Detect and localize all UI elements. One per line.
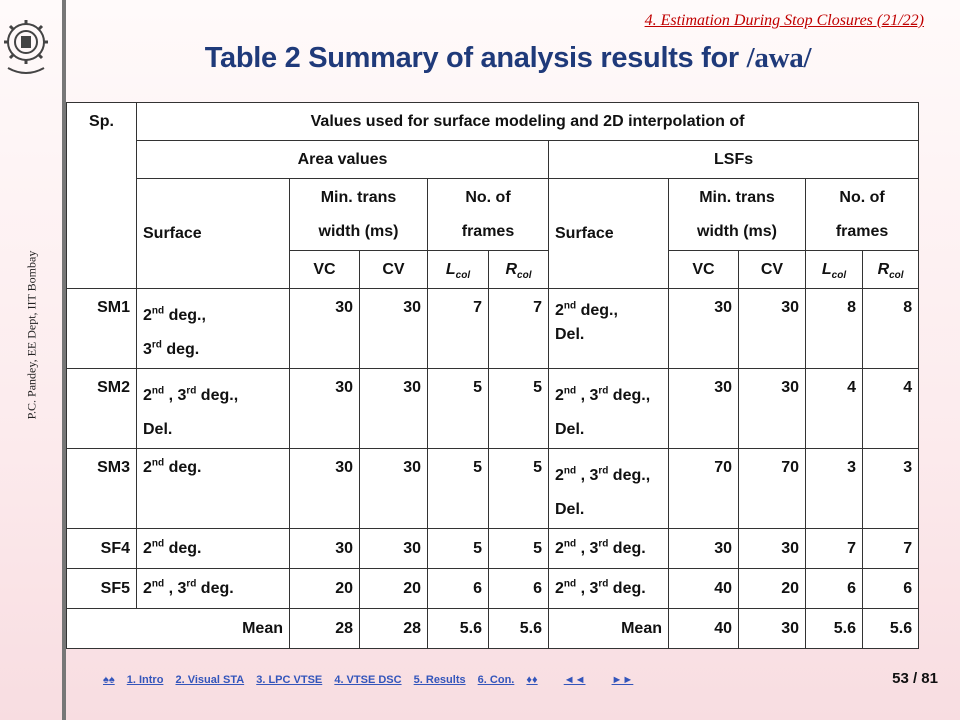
row-cv-b: 70 — [739, 449, 806, 529]
header-lcol-a: $L_{col}$ — [428, 251, 489, 289]
mean-rcol-b: 5.6 — [863, 609, 919, 649]
header-surface-b-cont — [549, 251, 669, 289]
nav-visual-sta-link[interactable]: 2. Visual STA — [175, 674, 245, 686]
row-vc-b: 30 — [669, 529, 739, 569]
header-min-trans-b: Min. trans width (ms) — [669, 179, 806, 251]
header-row-3 — [67, 179, 919, 251]
header-min-trans-a: Min. trans width (ms) — [290, 179, 428, 251]
row-cv-b: 30 — [739, 289, 806, 369]
nav-vtse-dsc-link[interactable]: 4. VTSE DSC — [334, 674, 402, 686]
table-row — [67, 369, 919, 449]
mean-lcol-a: 5.6 — [428, 609, 489, 649]
row-rcol-a: 6 — [489, 569, 549, 609]
header-area-values: Area values — [137, 141, 549, 179]
section-title-link[interactable]: 4. Estimation During Stop Closures (21/22) — [644, 12, 924, 29]
header-lsfs: LSFs — [549, 141, 919, 179]
row-cv-b: 30 — [739, 369, 806, 449]
nav-next-link[interactable]: ►► — [611, 674, 634, 686]
header-row-1 — [67, 103, 919, 141]
row-surface-b: 2nd , 3rd deg. — [549, 569, 669, 609]
header-rcol-b: $R_{col}$ — [863, 251, 919, 289]
mean-rcol-a: 5.6 — [489, 609, 549, 649]
header-cv-b: CV — [739, 251, 806, 289]
row-lcol-a: 7 — [428, 289, 489, 369]
header-surface-a-cont — [137, 251, 290, 289]
row-surface-b: 2nd , 3rd deg. — [549, 529, 669, 569]
row-cv-a: 30 — [360, 289, 428, 369]
nav-results-link[interactable]: 5. Results — [413, 674, 466, 686]
mean-vc-a: 28 — [290, 609, 360, 649]
row-vc-a: 30 — [290, 529, 360, 569]
row-surface-a: 2nd , 3rd deg., Del. — [137, 369, 290, 449]
row-surface-a: 2nd , 3rd deg. — [137, 569, 290, 609]
header-no-of-frames-a: No. of frames — [428, 179, 549, 251]
row-vc-a: 20 — [290, 569, 360, 609]
row-surface-b: 2nd , 3rd deg., Del. — [549, 449, 669, 529]
row-surface-a: 2nd deg. — [137, 449, 290, 529]
row-rcol-a: 5 — [489, 369, 549, 449]
header-rcol-a: $R_{col}$ — [489, 251, 549, 289]
row-speaker: SF5 — [67, 569, 137, 609]
row-lcol-a: 6 — [428, 569, 489, 609]
header-row-2 — [67, 141, 919, 179]
header-sp-cont — [67, 179, 137, 251]
row-lcol-b: 8 — [806, 289, 863, 369]
nav-con-link[interactable]: 6. Con. — [477, 674, 515, 686]
row-vc-a: 30 — [290, 449, 360, 529]
title-phoneme: /awa/ — [746, 42, 812, 74]
table-row — [67, 289, 919, 369]
row-cv-b: 20 — [739, 569, 806, 609]
mean-cv-b: 30 — [739, 609, 806, 649]
header-sp-cont — [67, 141, 137, 179]
row-rcol-a: 5 — [489, 449, 549, 529]
row-lcol-b: 4 — [806, 369, 863, 449]
row-lcol-b: 3 — [806, 449, 863, 529]
mean-vc-b: 40 — [669, 609, 739, 649]
author-vertical-label: P.C. Pandey, EE Dept, IIT Bombay — [24, 250, 39, 420]
row-speaker: SM1 — [67, 289, 137, 369]
row-lcol-a: 5 — [428, 449, 489, 529]
row-rcol-b: 3 — [863, 449, 919, 529]
row-lcol-b: 7 — [806, 529, 863, 569]
row-lcol-a: 5 — [428, 529, 489, 569]
header-surface-a: Surface — [137, 179, 290, 251]
nav-last-link[interactable]: ♦♦ — [526, 674, 538, 686]
table-row — [67, 449, 919, 529]
row-vc-b: 30 — [669, 289, 739, 369]
summary-table — [66, 102, 919, 649]
row-rcol-b: 4 — [863, 369, 919, 449]
header-vc-a: VC — [290, 251, 360, 289]
header-vc-b: VC — [669, 251, 739, 289]
row-vc-a: 30 — [290, 369, 360, 449]
header-lcol-b: $L_{col}$ — [806, 251, 863, 289]
row-cv-a: 30 — [360, 449, 428, 529]
row-speaker: SM2 — [67, 369, 137, 449]
row-cv-a: 30 — [360, 369, 428, 449]
row-rcol-a: 5 — [489, 529, 549, 569]
row-lcol-b: 6 — [806, 569, 863, 609]
row-vc-a: 30 — [290, 289, 360, 369]
row-vc-b: 30 — [669, 369, 739, 449]
nav-lpc-vtse-link[interactable]: 3. LPC VTSE — [256, 674, 323, 686]
table-row — [67, 569, 919, 609]
row-lcol-a: 5 — [428, 369, 489, 449]
row-speaker: SM3 — [67, 449, 137, 529]
mean-cv-a: 28 — [360, 609, 428, 649]
row-cv-b: 30 — [739, 529, 806, 569]
header-cv-a: CV — [360, 251, 428, 289]
header-no-of-frames-b: No. of frames — [806, 179, 919, 251]
nav-intro-link[interactable]: 1. Intro — [126, 674, 164, 686]
row-rcol-b: 6 — [863, 569, 919, 609]
row-cv-a: 20 — [360, 569, 428, 609]
page-number: 53 / 81 — [892, 670, 938, 687]
row-cv-a: 30 — [360, 529, 428, 569]
mean-lcol-b: 5.6 — [806, 609, 863, 649]
header-surface-b: Surface — [549, 179, 669, 251]
header-row-4 — [67, 251, 919, 289]
title-text: Table 2 Summary of analysis results for — [204, 42, 739, 74]
row-rcol-b: 7 — [863, 529, 919, 569]
table-row — [67, 529, 919, 569]
header-values-used: Values used for surface modeling and 2D interpolation of — [137, 103, 919, 141]
row-surface-a: 2nd deg., 3rd deg. — [137, 289, 290, 369]
row-rcol-b: 8 — [863, 289, 919, 369]
mean-label-a: Mean — [67, 609, 290, 649]
row-surface-b: 2nd , 3rd deg., Del. — [549, 369, 669, 449]
row-vc-b: 70 — [669, 449, 739, 529]
page-title — [0, 42, 960, 75]
header-sp: Sp. — [67, 103, 137, 141]
slide-navigation — [103, 674, 642, 686]
mean-label-b: Mean — [549, 609, 669, 649]
mean-row — [67, 609, 919, 649]
row-speaker: SF4 — [67, 529, 137, 569]
nav-prev-link[interactable]: ◄◄ — [563, 674, 586, 686]
row-surface-a: 2nd deg. — [137, 529, 290, 569]
row-surface-b: 2nd deg., Del. — [549, 289, 669, 369]
row-rcol-a: 7 — [489, 289, 549, 369]
nav-first-link[interactable]: ♠♠ — [103, 674, 115, 686]
header-sp-cont — [67, 251, 137, 289]
row-vc-b: 40 — [669, 569, 739, 609]
